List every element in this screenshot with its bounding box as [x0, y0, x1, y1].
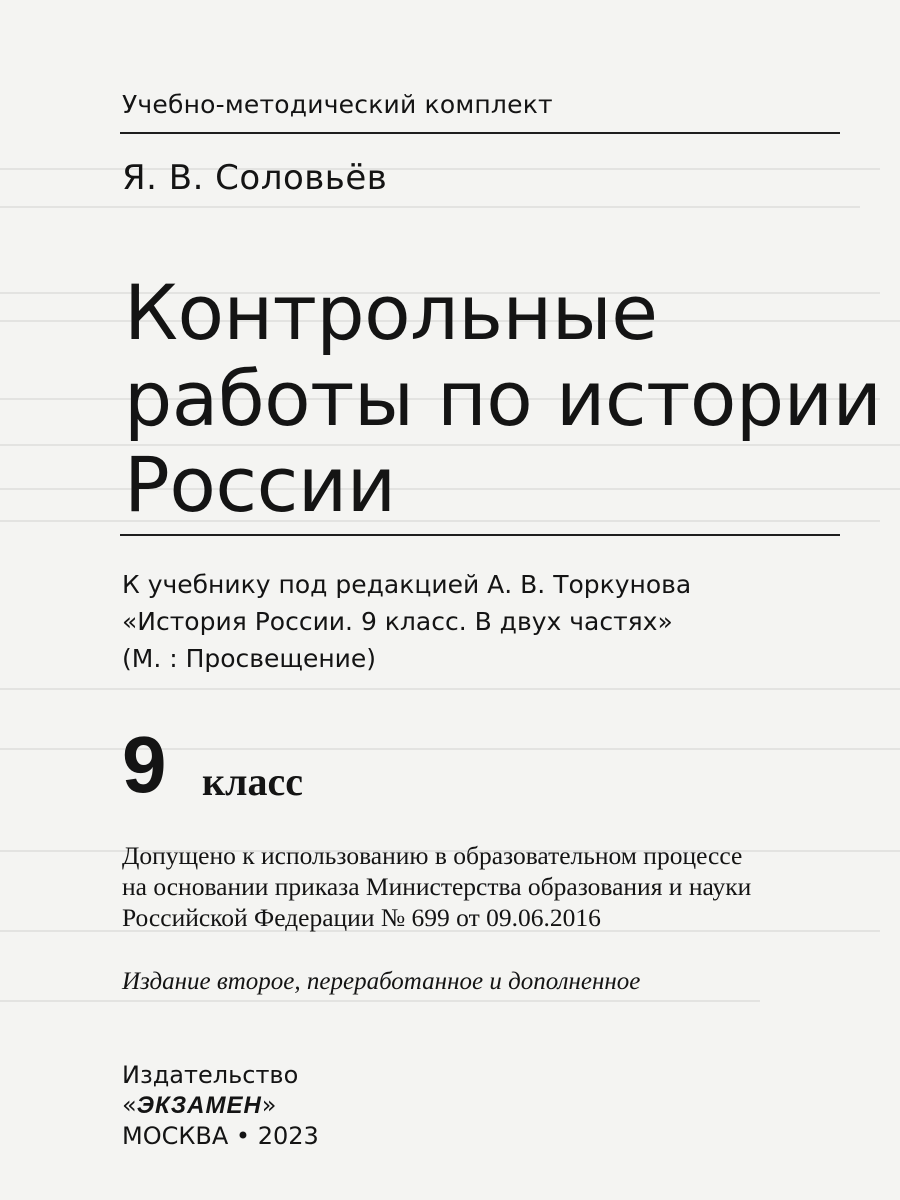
- publisher-quote-close: »: [261, 1091, 277, 1119]
- bleed-through-line: [0, 688, 900, 690]
- series-title: Учебно-методический комплект: [122, 90, 553, 119]
- publisher-name: [122, 1090, 319, 1121]
- book-title-line: Контрольные: [124, 268, 658, 357]
- rule-top: [120, 132, 840, 134]
- grade-word: класс: [202, 759, 303, 804]
- grade-number: 9: [122, 720, 167, 809]
- bleed-through-line: [0, 206, 860, 208]
- textbook-line: (М. : Просвещение): [122, 644, 377, 673]
- book-title: [124, 270, 881, 528]
- publisher-name-text: ЭКЗАМЕН: [136, 1092, 262, 1119]
- author-name: Я. В. Соловьёв: [122, 158, 388, 198]
- publisher-label: Издательство: [122, 1061, 299, 1089]
- book-title-line: России: [124, 440, 396, 529]
- edition-note: Издание второе, переработанное и дополненное: [122, 968, 641, 995]
- approval-line: на основании приказа Министерства образования и науки: [122, 872, 752, 901]
- textbook-line: «История России. 9 класс. В двух частях»: [122, 607, 673, 636]
- rule-middle: [120, 534, 840, 536]
- publisher-block: [122, 1060, 319, 1151]
- publisher-city-year: МОСКВА • 2023: [122, 1122, 319, 1150]
- textbook-reference: [122, 566, 691, 677]
- approval-notice: [122, 840, 751, 933]
- publisher-quote-open: «: [122, 1091, 137, 1119]
- approval-line: Допущено к использованию в образовательном процессе: [122, 841, 743, 870]
- textbook-line: К учебнику под редакцией А. В. Торкунова: [122, 570, 692, 599]
- approval-line: Российской Федерации № 699 от 09.06.2016: [122, 903, 601, 932]
- book-title-line: работы по истории: [124, 354, 882, 443]
- bleed-through-line: [0, 1000, 760, 1002]
